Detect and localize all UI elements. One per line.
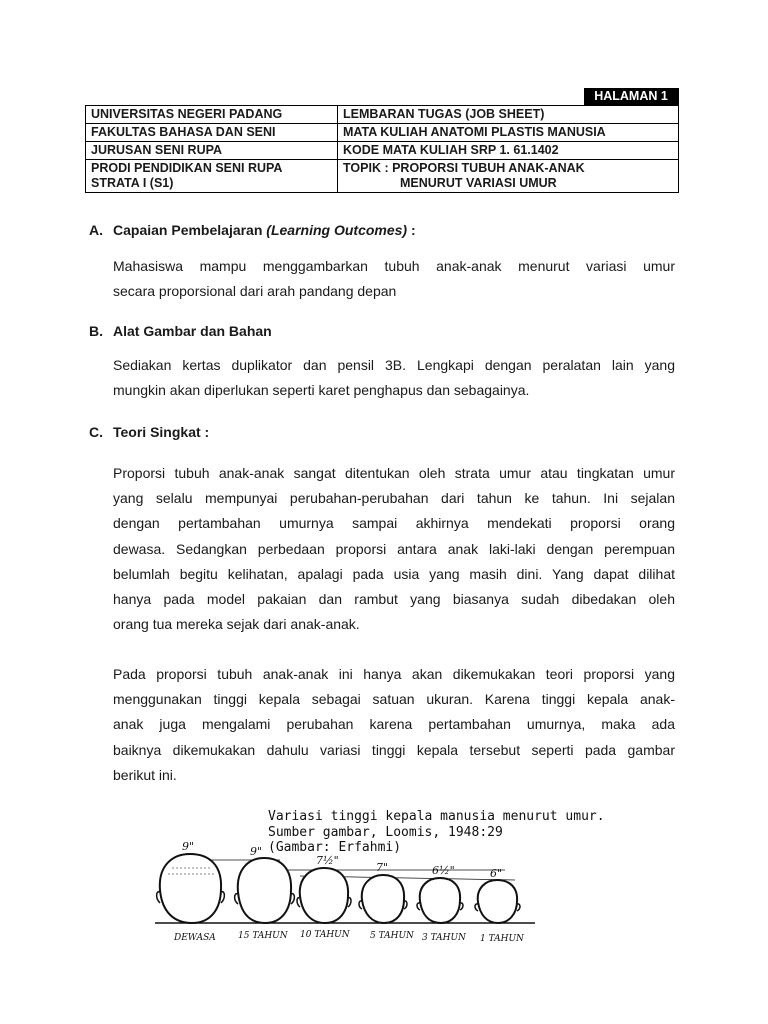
head-adult: [157, 854, 225, 923]
section-c-heading: [89, 424, 209, 440]
head-10-years: [297, 868, 351, 923]
header-program-line-1: PRODI PENDIDIKAN SENI RUPA: [91, 161, 283, 175]
section-c-paragraph-1: [113, 461, 675, 637]
head-age-label: DEWASA: [174, 933, 216, 943]
head-size-label: 6": [490, 867, 503, 880]
header-department: JURUSAN SENI RUPA: [86, 142, 338, 160]
head-3-years: [417, 878, 463, 923]
section-c-p2-line: Pada proporsi tubuh anak-anak ini hanya akan dikemukakan teori proporsi yang: [113, 666, 675, 682]
header-university: UNIVERSITAS NEGERI PADANG: [86, 106, 338, 124]
head-age-label: 15 TAHUN: [238, 931, 288, 941]
head-5-years: [359, 875, 407, 923]
section-c-letter: C.: [89, 424, 103, 440]
header-sheet-type: LEMBARAN TUGAS (JOB SHEET): [338, 106, 679, 124]
section-b-heading: [89, 323, 272, 339]
section-c-p2-line: menggunakan tinggi kepala sebagai satuan ukuran. Karena tinggi kepala anak-: [113, 691, 675, 708]
section-c-title: Teori Singkat :: [113, 424, 210, 440]
section-a-title: Capaian Pembelajaran: [113, 222, 267, 238]
head-proportion-figure: [150, 800, 670, 950]
section-b-letter: B.: [89, 323, 103, 339]
header-topic-line-1: TOPIK : PROPORSI TUBUH ANAK-ANAK: [343, 161, 585, 175]
section-a-paragraph: [113, 254, 675, 304]
section-c-p2-line: baiknya dikemukakan dahulu variasi tinggi kepala tersebut seperti pada gambar: [113, 741, 675, 758]
section-b-paragraph: [113, 353, 675, 403]
section-a-title-italic: (Learning Outcomes): [266, 222, 408, 238]
figure-caption-line-2: Sumber gambar, Loomis, 1948:29: [268, 825, 503, 840]
head-size-label: 9": [250, 845, 263, 858]
header-topic-line-2: MENURUT VARIASI UMUR: [400, 176, 557, 190]
head-size-label: 7½": [316, 854, 339, 867]
figure-caption-line-1: Variasi tinggi kepala manusia menurut umur.: [268, 809, 605, 824]
section-a-heading: [89, 222, 416, 238]
header-topic: [338, 160, 679, 193]
head-age-label: 5 TAHUN: [370, 931, 414, 941]
figure-caption-line-3: (Gambar: Erfahmi): [268, 840, 402, 855]
section-b-line: Sediakan kertas duplikator dan pensil 3B. Lengkapi dengan peralatan lain yang: [113, 357, 675, 373]
section-c-p1-line: hanya pada model pakaian dan rambut yang biasanya sudah dibedakan oleh: [113, 590, 675, 607]
head-size-label: 7": [376, 861, 389, 874]
section-c-p1-line: Proporsi tubuh anak-anak sangat ditentukan oleh strata umur atau tingkatan umur: [113, 465, 675, 481]
section-c-p1-line: yang selalu mempunyai perubahan-perubahan dari tahun ke tahun. Ini sejalan: [113, 490, 675, 507]
section-c-p1-line: belumlah begitu kelihatan, apalagi pada usia yang masih dini. Yang dapat dilihat: [113, 565, 675, 582]
section-c-p1-line: dengan pertambahan umurnya sampai akhirnya mendekati proporsi orang: [113, 515, 675, 532]
header-course: MATA KULIAH ANATOMI PLASTIS MANUSIA: [338, 124, 679, 142]
head-age-label: 1 TAHUN: [480, 934, 524, 944]
head-size-label: 6½": [432, 864, 455, 877]
section-c-p2-line: berikut ini.: [113, 766, 177, 783]
section-c-paragraph-2: [113, 662, 675, 788]
page-number-badge: HALAMAN 1: [584, 88, 679, 105]
section-b-line: mungkin akan diperlukan seperti karet penghapus dan sebagainya.: [113, 382, 530, 399]
section-b-title: Alat Gambar dan Bahan: [113, 323, 272, 339]
header-faculty: FAKULTAS BAHASA DAN SENI: [86, 124, 338, 142]
section-a-line: Mahasiswa mampu menggambarkan tubuh anak-anak menurut variasi umur: [113, 258, 675, 274]
head-age-label: 10 TAHUN: [300, 930, 350, 940]
section-a-title-end: :: [407, 222, 416, 238]
header-program-line-2: STRATA I (S1): [91, 176, 174, 190]
head-size-label: 9": [182, 840, 195, 853]
section-c-p1-line: dewasa. Sedangkan perbedaan proporsi antara anak laki-laki dengan perempuan: [113, 540, 675, 557]
header-program: [86, 160, 338, 193]
section-a-line: secara proporsional dari arah pandang depan: [113, 283, 397, 300]
head-15-years: [235, 858, 295, 923]
section-a-letter: A.: [89, 222, 103, 238]
section-c-p2-line: anak juga mengalami perubahan karena pertambahan umurnya, maka ada: [113, 716, 675, 733]
section-c-p1-line: orang tua mereka sejak dari anak-anak.: [113, 616, 360, 633]
header-table: [85, 88, 679, 193]
header-course-code: KODE MATA KULIAH SRP 1. 61.1402: [338, 142, 679, 160]
head-1-year: [475, 880, 520, 923]
head-age-label: 3 TAHUN: [422, 933, 466, 943]
